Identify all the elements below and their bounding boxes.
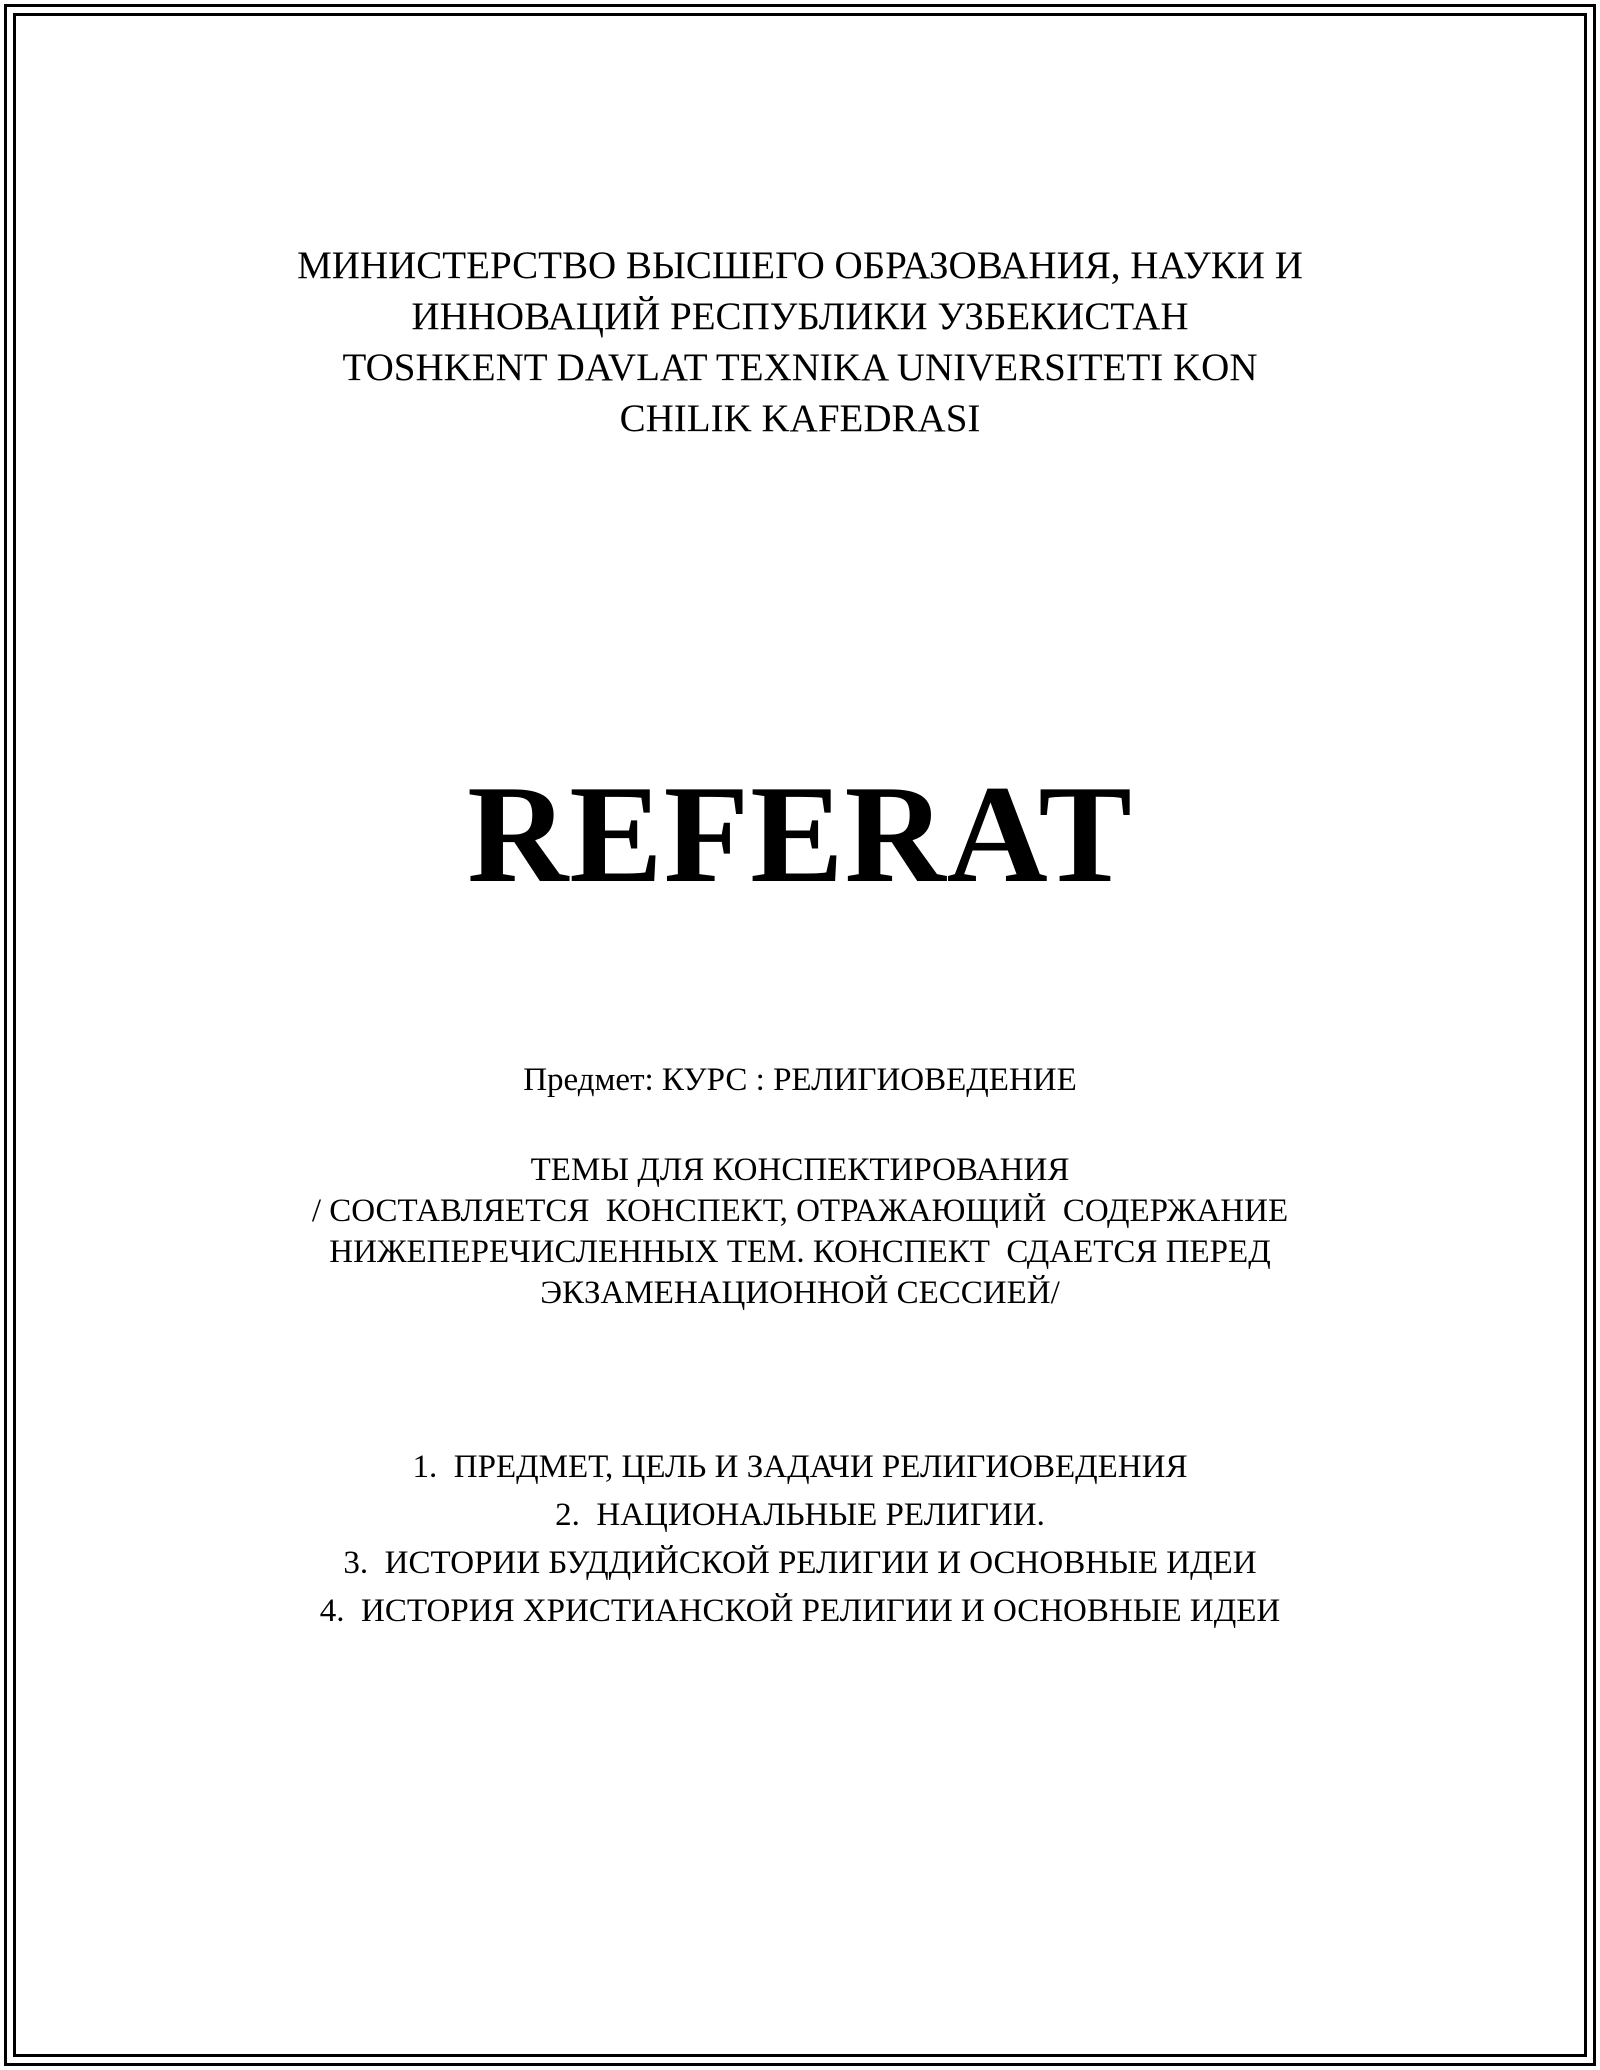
header-line: МИНИСТЕРСТВО ВЫСШЕГО ОБРАЗОВАНИЯ, НАУКИ И xyxy=(297,244,1303,287)
institution-header xyxy=(0,240,1600,444)
header-line: ИННОВАЦИЙ РЕСПУБЛИКИ УЗБЕКИСТАН xyxy=(411,295,1189,338)
topic-item: 1. ПРЕДМЕТ, ЦЕЛЬ И ЗАДАЧИ РЕЛИГИОВЕДЕНИЯ xyxy=(412,1449,1188,1485)
subject-line: Предмет: КУРС : РЕЛИГИОВЕДЕНИЕ xyxy=(523,1062,1077,1098)
topic-item: 2. НАЦИОНАЛЬНЫЕ РЕЛИГИИ. xyxy=(555,1497,1045,1533)
topic-list xyxy=(0,1443,1600,1635)
document-title: REFERAT xyxy=(467,757,1133,912)
topics-intro-line: / СОСТАВЛЯЕТСЯ КОНСПЕКТ, ОТРАЖАЮЩИЙ СОДЕРЖАНИЕ xyxy=(311,1193,1289,1229)
topic-item: 4. ИСТОРИЯ ХРИСТИАНСКОЙ РЕЛИГИИ И ОСНОВНЫЕ ИДЕИ xyxy=(319,1593,1281,1629)
topics-intro-line: НИЖЕПЕРЕЧИСЛЕННЫХ ТЕМ. КОНСПЕКТ СДАЕТСЯ ПЕРЕД xyxy=(329,1234,1271,1270)
topics-intro-line: ТЕМЫ ДЛЯ КОНСПЕКТИРОВАНИЯ xyxy=(530,1152,1070,1188)
topics-intro-line: ЭКЗАМЕНАЦИОННОЙ СЕССИЕЙ/ xyxy=(540,1275,1060,1311)
topics-intro xyxy=(0,1150,1600,1314)
header-line: TOSHKENT DAVLAT TEXNIKA UNIVERSITETI KON xyxy=(342,346,1258,389)
topic-item: 3. ИСТОРИИ БУДДИЙСКОЙ РЕЛИГИИ И ОСНОВНЫЕ ИДЕИ xyxy=(343,1545,1257,1581)
header-line: CHILIK KAFEDRASI xyxy=(619,397,981,440)
